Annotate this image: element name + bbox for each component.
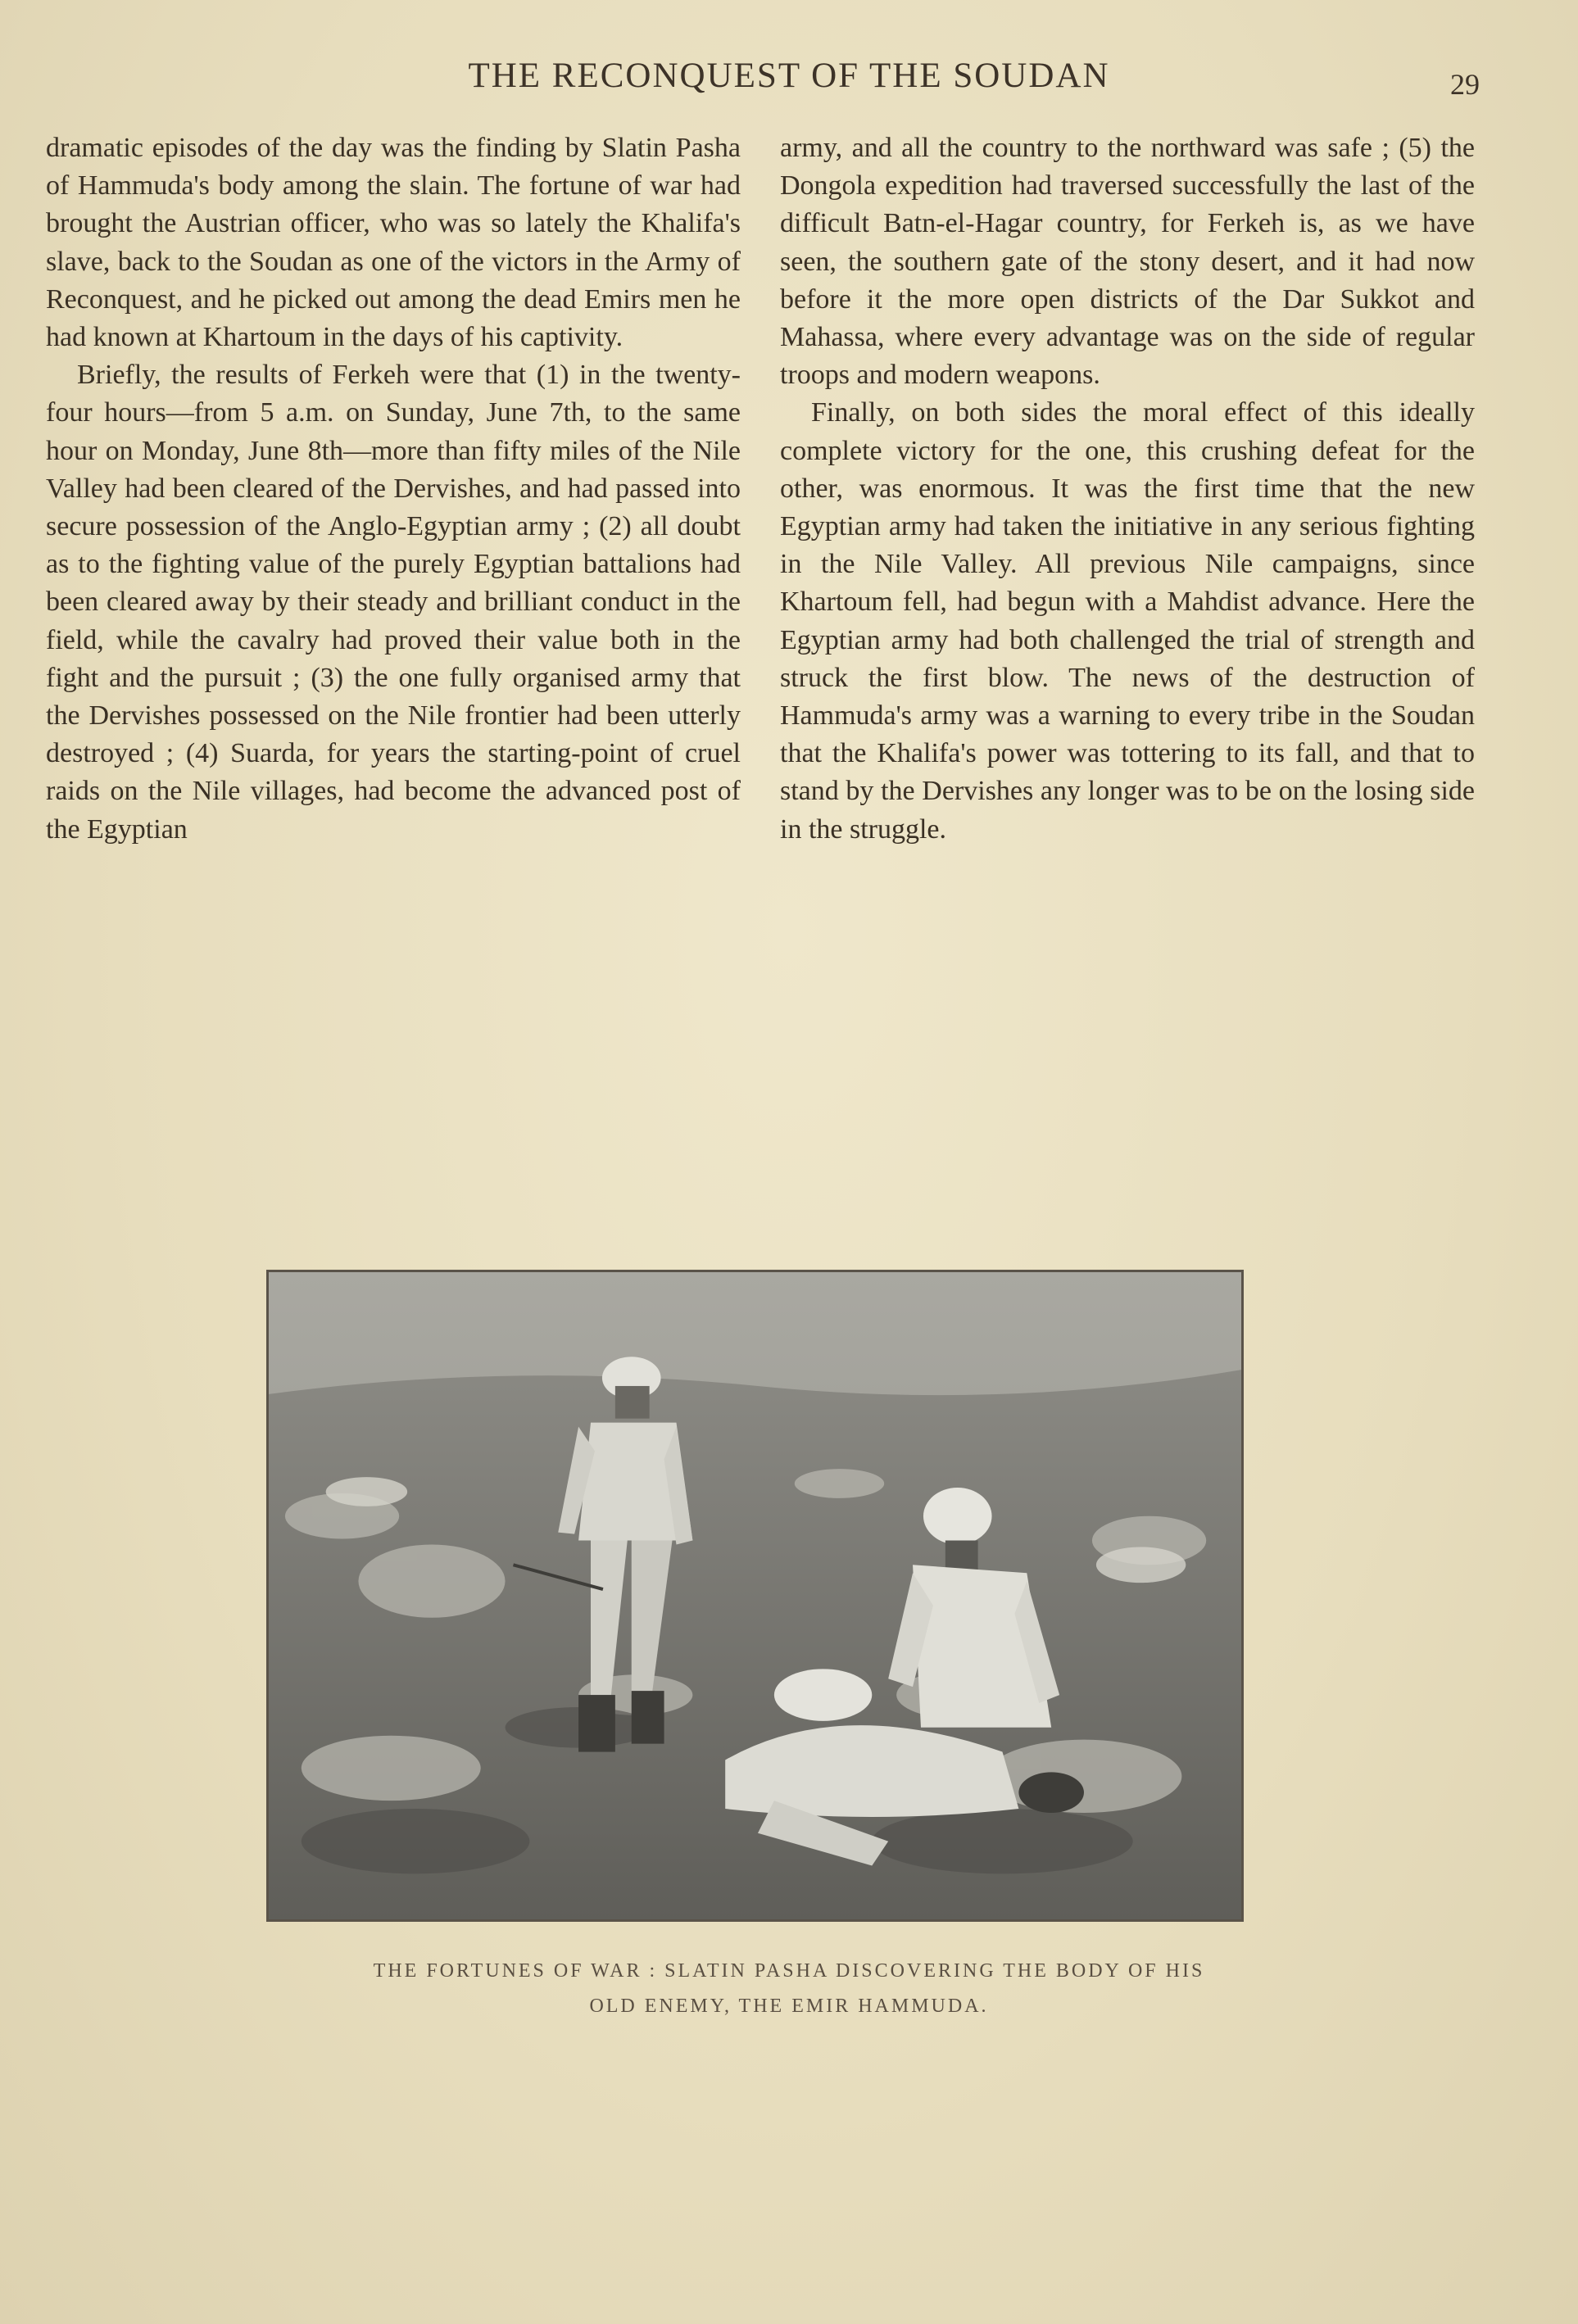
left-column bbox=[46, 129, 741, 849]
halftone-illustration bbox=[266, 1270, 1244, 1922]
right-paragraph-1: army, and all the country to the northward was safe ; (5) the Dongola expedition had traversed successfully the last of the difficult Batn-el-Hagar country, for Ferkeh is, as we have seen, the southern gate of the stony desert, and it had now before it the more open districts of the Dar Sukkot and Mahassa, where every advantage was on the side of regular troops and modern weapons. bbox=[780, 133, 1475, 391]
page-number: 29 bbox=[1450, 68, 1480, 101]
left-paragraph-2: Briefly, the results of Ferkeh were that (1) in the twenty-four hours—from 5 a.m. on Sunday, June 7th, to the same hour on Monday, June 8th—more than fifty miles of the Nile Valley had been cleared of the Dervishes, and had passed into secure possession of the Anglo-Egyptian army ; (2) all doubt as to the fighting value of the purely Egyptian battalions had been cleared away by their steady and brilliant conduct in the field, while the cavalry had proved their value both in the fight and the pursuit ; (3) the one fully organised army that the Dervishes possessed on the Nile frontier had been utterly destroyed ; (4) Suarda, for years the starting-point of cruel raids on the Nile villages, had become the advanced post of the Egyptian bbox=[46, 360, 741, 845]
caption-line-1: THE FORTUNES OF WAR : SLATIN PASHA DISCOVERING THE BODY OF HIS bbox=[373, 1960, 1205, 1982]
illustration-scene bbox=[269, 1272, 1241, 1919]
figure-caption bbox=[0, 1954, 1578, 2024]
left-paragraph-1: dramatic episodes of the day was the finding by Slatin Pasha of Hammuda's body among the slain. The fortune of war had brought the Austrian officer, who was so lately the Khalifa's slave, back to the Soudan as one of the victors in the Army of Reconquest, and he picked out among the dead Emirs men he had known at Khartoum in the days of his captivity. bbox=[46, 133, 741, 353]
caption-line-2: OLD ENEMY, THE EMIR HAMMUDA. bbox=[589, 1996, 989, 2017]
right-paragraph-2: Finally, on both sides the moral effect of this ideally complete victory for the one, this crushing defeat for the other, was enormous. It was the first time that the new Egyptian army had taken the initiative in any serious fighting in the Nile Valley. All previous Nile campaigns, since Khartoum fell, had begun with a Mahdist advance. Here the Egyptian army had both challenged the trial of strength and struck the first blow. The news of the destruction of Hammuda's army was a warning to every tribe in the Soudan that the Khalifa's power was tottering to its fall, and that to stand by the Dervishes any longer was to be on the losing side in the struggle. bbox=[780, 397, 1475, 845]
right-column bbox=[780, 129, 1475, 849]
running-title: THE RECONQUEST OF THE SOUDAN bbox=[468, 57, 1110, 95]
